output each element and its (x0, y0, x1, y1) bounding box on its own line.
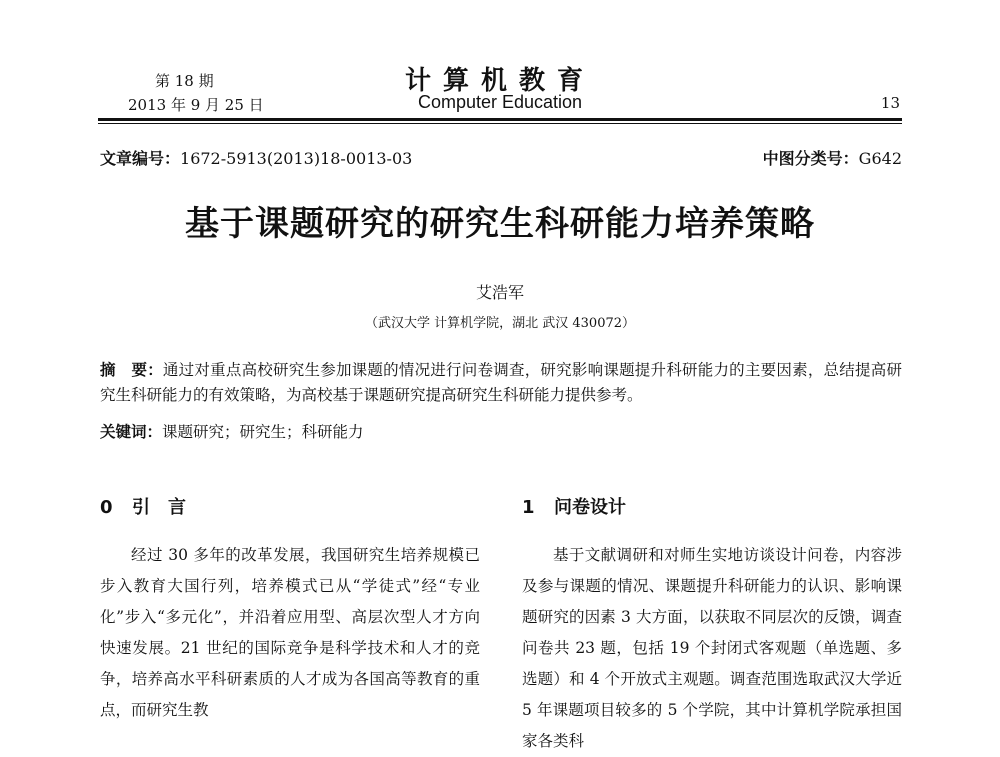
issue-date: 2013 年 9 月 25 日 (128, 96, 264, 114)
section-number: 0 (100, 497, 113, 518)
questionnaire-paragraph: 基于文献调研和对师生实地访谈设计问卷，内容涉及参与课题的情况、课题提升科研能力的认识、影响课题研究的因素 3 大方面，以获取不同层次的反馈，调查问卷共 23 题，包括 19 个封闭式客观题（单选题、多选题）和 4 个开放式主观题。调查范围选取武汉大学近 5 年课题项目较多的 5 个学院，其中计算机学院承担国家各类科 (522, 546, 902, 750)
abstract (100, 358, 902, 408)
journal-title-cn: 计算机教育 (404, 66, 595, 96)
section-heading-intro (100, 493, 186, 519)
section-heading-questionnaire (522, 493, 626, 519)
right-column (522, 540, 902, 757)
left-column (100, 540, 480, 726)
author: 艾浩军 (475, 283, 524, 302)
clc-value: G642 (858, 149, 902, 168)
section-number: 1 (522, 497, 535, 518)
paper-title: 基于课题研究的研究生科研能力培养策略 (185, 204, 815, 244)
intro-paragraph: 经过 30 多年的改革发展，我国研究生培养规模已步入教育大国行列，培养模式已从“学徒式”经“专业化”步入“多元化”，并沿着应用型、高层次型人才方向快速发展。21 世纪的国际竞争是科学技术和人才的竞争，培养高水平科研素质的人才成为各国高等教育的重点，而研究生教 (100, 546, 480, 719)
issue-number: 第 18 期 (155, 72, 214, 90)
article-id (100, 146, 412, 169)
clc-number (763, 146, 902, 169)
header-rule-thin (98, 123, 902, 124)
page-number: 13 (880, 94, 900, 112)
keywords-text: 课题研究；研究生；科研能力 (162, 423, 364, 441)
clc-label: 中图分类号： (762, 149, 859, 168)
article-id-label: 文章编号： (100, 149, 181, 168)
abstract-label: 摘 要： (100, 361, 163, 379)
section-title: 引 言 (132, 497, 186, 518)
affiliation: （武汉大学 计算机学院，湖北 武汉 430072） (364, 316, 636, 331)
section-title: 问卷设计 (554, 497, 626, 518)
keywords-label: 关键词： (100, 423, 163, 441)
keywords (100, 420, 364, 442)
header-rule-thick (98, 118, 902, 121)
article-id-value: 1672-5913(2013)18-0013-03 (180, 149, 413, 168)
abstract-text: 通过对重点高校研究生参加课题的情况进行问卷调查，研究影响课题提升科研能力的主要因素，总结提高研究生科研能力的有效策略，为高校基于课题研究提高研究生科研能力提供参考。 (100, 361, 902, 404)
journal-title-en: Computer Education (417, 92, 583, 112)
